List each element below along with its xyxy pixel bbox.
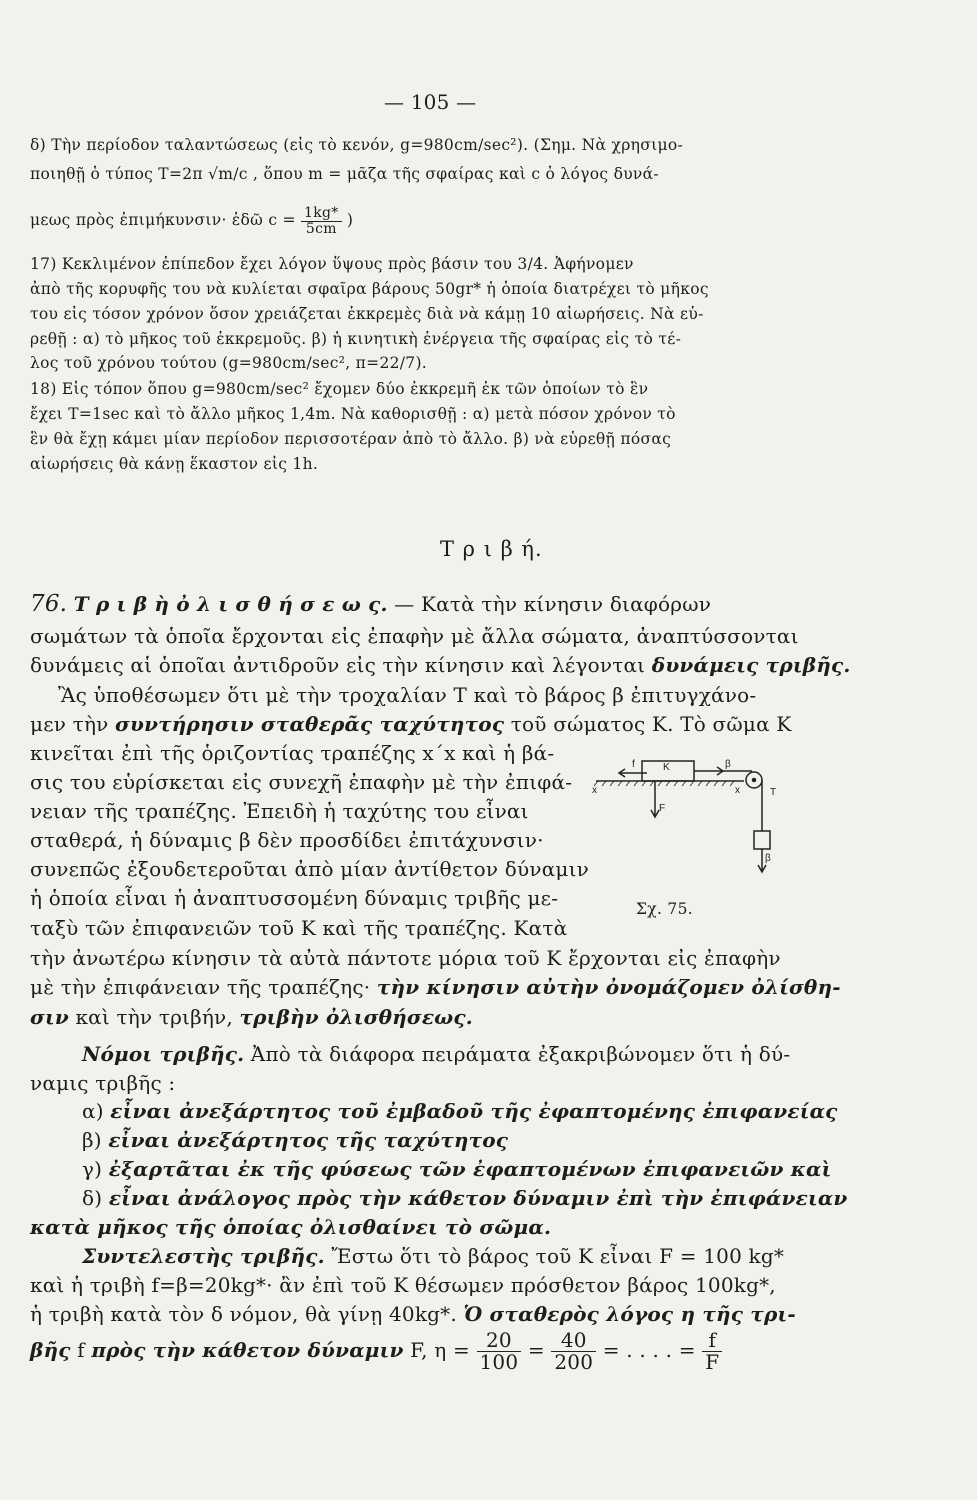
laws-line2: ναμις τριβῆς : — [30, 1071, 176, 1095]
coef-text4a: βῆς — [30, 1338, 71, 1362]
s76-line12: ταξὺ τῶν ἐπιφανειῶν τοῦ K καὶ τῆς τραπέζης. Κατὰ — [30, 916, 568, 940]
problem-18-line1: 18) Εἰς τόπον ὅπου g=980cm/sec² ἔχομεν δύο ἐκκρεμῆ ἐκ τῶν ὁποίων τὸ ἓν — [30, 380, 649, 398]
law-c — [82, 1157, 831, 1181]
coef-line1 — [82, 1244, 784, 1268]
s76-text15a: σιν — [30, 1005, 69, 1029]
fraction-20-100-num: 20 — [477, 1330, 522, 1352]
law-b-text: εἶναι ἀνεξάρτητος τῆς ταχύτητος — [108, 1128, 509, 1152]
label-beta-weight: β — [765, 853, 771, 864]
law-b-marker: β) — [82, 1128, 109, 1152]
fraction-f-F-den: F — [705, 1350, 720, 1374]
s76-line11: ἡ ὁποία εἶναι ἡ ἀναπτυσσομένη δύναμις τριβῆς με- — [30, 886, 559, 910]
label-t: T — [770, 787, 777, 798]
fraction-20-100-den: 100 — [479, 1350, 519, 1374]
s76-text14a: μὲ τὴν ἐπιφάνειαν τῆς τραπέζης· — [30, 975, 377, 999]
figure-75-diagram — [592, 753, 782, 893]
pulley-axle — [753, 779, 756, 782]
label-x-left: x — [592, 785, 597, 796]
s76-term-friction-forces: δυνάμεις τριβῆς. — [651, 653, 851, 677]
problem-18-line2: ἔχει T=1sec καὶ τὸ ἄλλο μῆκος 1,4m. Νὰ καθορισθῇ : α) μετὰ πόσον χρόνον τὸ — [30, 405, 676, 423]
s76-heading: Τ ρ ι β ὴ ὀ λ ι σ θ ή σ ε ω ς. — [73, 592, 388, 616]
problem-delta-close-paren: ) — [346, 211, 354, 230]
s76-text3: δυνάμεις αἱ ὁποῖαι ἀντιδροῦν εἰς τὴν κίνησιν καὶ λέγονται — [30, 653, 652, 677]
s76-line7: σις του εὑρίσκεται εἰς συνεχῆ ἐπαφὴν μὲ τὴν ἐπιφά- — [30, 770, 573, 794]
s76-line9: σταθερά, ἡ δύναμις β δὲν προσδίδει ἐπιτάχυνσιν· — [30, 828, 544, 852]
problem-18-line3: ἓν θὰ ἔχῃ κάμει μίαν περίοδον περισσοτέραν ἀπὸ τὸ ἄλλο. β) νὰ εὑρεθῇ πόσας — [30, 430, 672, 448]
s76-line10: συνεπῶς ἐξουδετεροῦται ἀπὸ μίαν ἀντίθετον δύναμιν — [30, 857, 590, 881]
law-d-text: εἶναι ἀνάλογος πρὸς τὴν κάθετον δύναμιν ἐπὶ τὴν ἐπιφάνειαν — [108, 1186, 848, 1210]
fraction-40-200-den: 200 — [554, 1350, 594, 1374]
law-c-marker: γ) — [82, 1157, 109, 1181]
problem-17-line3: του εἰς τόσον χρόνον ὅσον χρειάζεται ἐκκρεμὲς διὰ νὰ κάμῃ 10 αἰωρήσεις. Νὰ εὑ- — [30, 305, 704, 323]
s76-text5a: μεν τὴν — [30, 712, 116, 736]
law-a — [82, 1099, 838, 1123]
law-a-text: εἶναι ἀνεξάρτητος τοῦ ἐμβαδοῦ τῆς ἐφαπτομένης ἐπιφανείας — [110, 1099, 838, 1123]
coef-text4d: F, η = — [403, 1338, 470, 1362]
coef-constant-ratio: Ὁ σταθερὸς λόγος η τῆς τρι- — [463, 1302, 796, 1326]
s76-line4: Ἂς ὑποθέσωμεν ὅτι μὲ τὴν τροχαλίαν T καὶ τὸ βάρος β ἐπιτυγχάνο- — [58, 683, 757, 707]
s76-number: 76. — [30, 591, 68, 617]
laws-intro: Ἀπὸ τὰ διάφορα πειράματα ἐξακριβώνομεν ὅτι ἡ δύ- — [244, 1042, 791, 1066]
coef-line3 — [30, 1302, 796, 1326]
law-c-text: ἐξαρτᾶται ἐκ τῆς φύσεως τῶν ἐφαπτομένων ἐπιφανειῶν καὶ — [108, 1157, 832, 1181]
coef-text3: ἡ τριβὴ κατὰ τὸν δ νόμον, θὰ γίνῃ 40kg*. — [30, 1302, 464, 1326]
fraction-40-200-num: 40 — [551, 1330, 596, 1352]
problem-delta-line2: ποιηθῇ ὁ τύπος T=2π √m/c , ὅπου m = μᾶζα τῆς σφαίρας καὶ c ὁ λόγος δυνά- — [30, 165, 659, 183]
page-number: — 105 — — [384, 90, 477, 114]
equals-2: = . . . . = — [602, 1338, 696, 1362]
section-title: Τ ρ ι β ή. — [440, 537, 543, 561]
coef-title: Συντελεστὴς τριβῆς. — [82, 1244, 325, 1268]
coef-text1: Ἔστω ὅτι τὸ βάρος τοῦ K εἶναι F = 100 kg* — [324, 1244, 785, 1268]
fraction-40-200 — [551, 1330, 596, 1373]
fraction-f-F — [702, 1330, 722, 1373]
law-b — [82, 1128, 508, 1152]
problem-delta-line1: δ) Τὴν περίοδον ταλαντώσεως (εἰς τὸ κενόν, g=980cm/sec²). (Σημ. Νὰ χρησιμο- — [30, 136, 683, 154]
coef-line4 — [30, 1330, 722, 1373]
problem-17-line5: λος τοῦ χρόνου τούτου (g=980cm/sec², π=22/7). — [30, 354, 428, 372]
problem-17-line4: ρεθῇ : α) τὸ μῆκος τοῦ ἐκκρεμοῦς. β) ἡ κινητικὴ ἐνέργεια τῆς σφαίρας εἰς τὸ τέ- — [30, 330, 682, 348]
law-d — [82, 1186, 848, 1210]
s76-term-constant-velocity: συντήρησιν σταθερᾶς ταχύτητος — [115, 712, 505, 736]
s76-line15 — [30, 1005, 473, 1029]
problem-17-line1: 17) Κεκλιμένον ἐπίπεδον ἔχει λόγον ὕψους πρὸς βάσιν του 3/4. Ἀφήνομεν — [30, 255, 634, 273]
label-x-right: x — [735, 785, 740, 796]
s76-line2: σωμάτων τὰ ὁποῖα ἔρχονται εἰς ἐπαφὴν μὲ ἄλλα σώματα, ἀναπτύσσονται — [30, 624, 799, 648]
label-k: K — [663, 762, 670, 773]
problem-delta-line3 — [30, 206, 353, 236]
fraction-c-numerator: 1kg* — [301, 206, 342, 222]
fraction-f-F-num: f — [702, 1330, 722, 1352]
coef-text4b: f — [70, 1338, 92, 1362]
s76-text1: — Κατὰ τὴν κίνησιν διαφόρων — [394, 592, 712, 616]
s76-text15b: καὶ τὴν τριβήν, — [68, 1005, 240, 1029]
label-f: f — [632, 759, 635, 770]
s76-line3 — [30, 653, 850, 677]
coef-text4c: πρὸς τὴν κάθετον δύναμιν — [91, 1338, 404, 1362]
fraction-c — [301, 206, 342, 236]
s76-line5 — [30, 712, 792, 736]
equals-1: = — [527, 1338, 545, 1362]
law-d-line2: κατὰ μῆκος τῆς ὁποίας ὀλισθαίνει τὸ σῶμα. — [30, 1215, 552, 1239]
problem-delta-line3-text: μεως πρὸς ἐπιμήκυνσιν· ἐδῶ c = — [30, 211, 296, 230]
weight-beta — [754, 831, 770, 849]
s76-text5c: τοῦ σώματος K. Τὸ σῶμα K — [504, 712, 792, 736]
law-a-marker: α) — [82, 1099, 111, 1123]
s76-line1 — [30, 591, 711, 617]
label-beta-top: β — [725, 759, 731, 770]
coef-line2: καὶ ἡ τριβὴ f=β=20kg*· ἂν ἐπὶ τοῦ K θέσωμεν πρόσθετον βάρος 100kg*, — [30, 1273, 776, 1297]
laws-line1 — [82, 1042, 790, 1066]
s76-line8: νειαν τῆς τραπέζης. Ἐπειδὴ ἡ ταχύτης του εἶναι — [30, 799, 529, 823]
label-f-normal: F — [659, 803, 666, 814]
laws-title: Νόμοι τριβῆς. — [82, 1042, 245, 1066]
law-d-marker: δ) — [82, 1186, 109, 1210]
fraction-20-100 — [477, 1330, 522, 1373]
s76-term-sliding-friction: τριβὴν ὀλισθήσεως. — [239, 1005, 473, 1029]
s76-term-sliding: τὴν κίνησιν αὐτὴν ὀνομάζομεν ὀλίσθη- — [376, 975, 841, 999]
s76-line13: τὴν ἀνωτέρω κίνησιν τὰ αὐτὰ πάντοτε μόρια τοῦ K ἔρχονται εἰς ἐπαφὴν — [30, 946, 781, 970]
figure-caption: Σχ. 75. — [636, 900, 693, 918]
s76-line6: κινεῖται ἐπὶ τῆς ὁριζοντίας τραπέζης x΄x καὶ ἡ βά- — [30, 741, 555, 765]
fraction-c-denominator: 5cm — [305, 220, 337, 237]
problem-17-line2: ἀπὸ τῆς κορυφῆς του νὰ κυλίεται σφαῖρα βάρους 50gr* ἡ ὁποία διατρέχει τὸ μῆκος — [30, 280, 709, 298]
s76-line14 — [30, 975, 841, 999]
problem-18-line4: αἰωρήσεις θὰ κάνῃ ἕκαστον εἰς 1h. — [30, 455, 319, 473]
